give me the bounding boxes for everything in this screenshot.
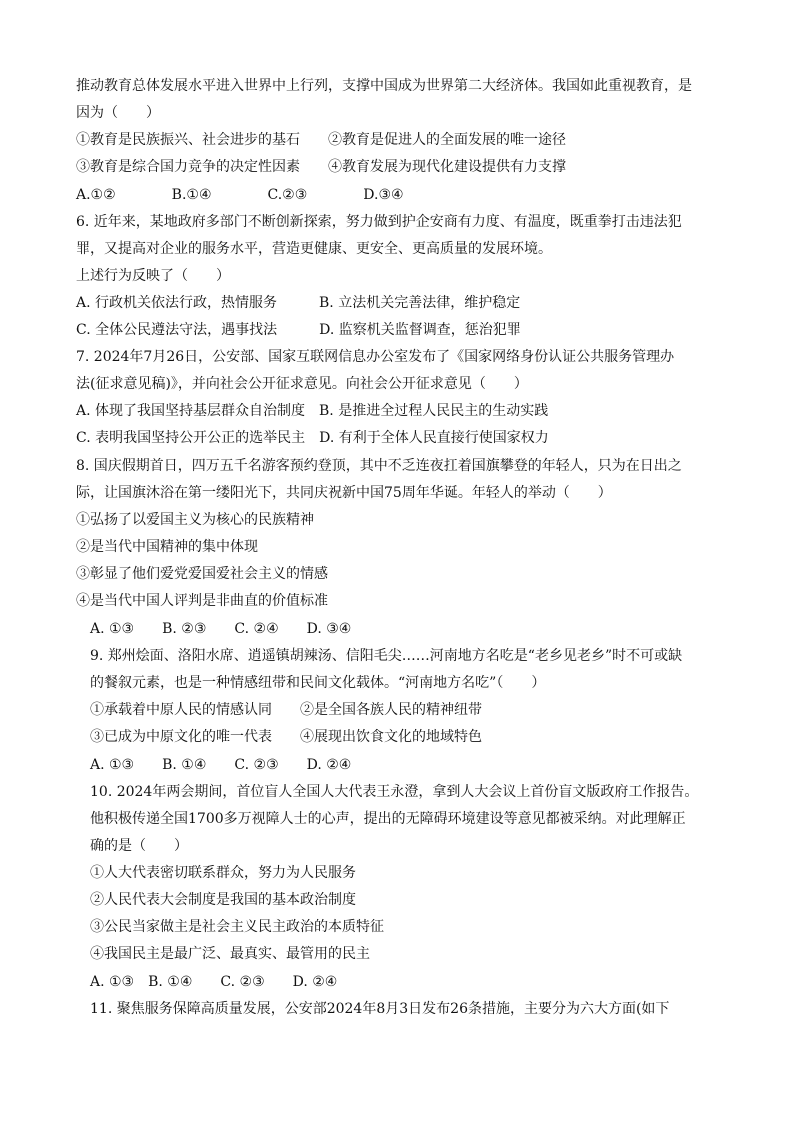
q8-statement-3: ③彰显了他们爱党爱国爱社会主义的情感 bbox=[76, 566, 328, 582]
q10-statement-2: ②人民代表大会制度是我国的基本政治制度 bbox=[90, 892, 356, 908]
q8-statement-4: ④是当代中国人评判是非曲直的价值标准 bbox=[76, 593, 328, 609]
q10-stem-line-3: 确的是（ ） bbox=[90, 838, 188, 854]
q9-statement-12: ①承载着中原人民的情感认同 ②是全国各族人民的精神纽带 bbox=[90, 702, 482, 718]
q8-options: A. ①③ B. ②③ C. ②④ D. ③④ bbox=[90, 621, 352, 637]
q8-stem-line-1: 8. 国庆假期首日，四万五千名游客预约登顶，其中不乏连夜扛着国旗攀登的年轻人，只为在日出之 bbox=[76, 458, 682, 474]
q10-statement-4: ④我国民主是最广泛、最真实、最管用的民主 bbox=[90, 946, 370, 962]
q8-statement-2: ②是当代中国精神的集中体现 bbox=[76, 539, 258, 555]
q10-stem-line-1: 10. 2024年两会期间，首位盲人全国人大代表王永澄，拿到人大会议上首份盲文版政府工作报告。 bbox=[90, 784, 699, 800]
q8-statement-1: ①弘扬了以爱国主义为核心的民族精神 bbox=[76, 512, 314, 528]
q5-stem-line-1: 推动教育总体发展水平进入世界中上行列，支撑中国成为世界第二大经济体。我国如此重视教育，是 bbox=[76, 78, 692, 94]
q6-stem-line-2: 罪，又提高对企业的服务水平，营造更健康、更安全、更高质量的发展环境。 bbox=[76, 241, 552, 257]
q10-options: A. ①③ B. ①④ C. ②③ D. ②④ bbox=[90, 974, 338, 990]
q9-stem-line-2: 的餐叙元素，也是一种情感纽带和民间文化载体。“河南地方名吃”（ ） bbox=[90, 675, 546, 691]
q5-stem-line-2: 因为（ ） bbox=[76, 105, 160, 121]
q6-options-ab: A. 行政机关依法行政，热情服务 B. 立法机关完善法律，维护稳定 bbox=[76, 295, 521, 311]
q9-statement-34: ③已成为中原文化的唯一代表 ④展现出饮食文化的地域特色 bbox=[90, 729, 482, 745]
q6-stem-line-3: 上述行为反映了（ ） bbox=[76, 268, 230, 284]
q9-stem-line-1: 9. 郑州烩面、洛阳水席、逍遥镇胡辣汤、信阳毛尖……河南地方名吃是“老乡见老乡”时不可或缺 bbox=[90, 648, 683, 664]
q8-stem-line-2: 际，让国旗沐浴在第一缕阳光下，共同庆祝新中国75周年华诞。年轻人的举动（ ） bbox=[76, 485, 612, 501]
q7-stem-line-2: 法(征求意见稿)》，并向社会公开征求意见。向社会公开征求意见（ ） bbox=[76, 376, 528, 392]
q6-options-cd: C. 全体公民遵法守法，遇事找法 D. 监察机关监督调查，惩治犯罪 bbox=[76, 322, 521, 338]
q6-stem-line-1: 6. 近年来，某地政府多部门不断创新探索，努力做到护企安商有力度、有温度，既重拳打击违法犯 bbox=[76, 214, 682, 230]
q10-statement-3: ③公民当家做主是社会主义民主政治的本质特征 bbox=[90, 919, 384, 935]
q9-options: A. ①③ B. ①④ C. ②③ D. ②④ bbox=[90, 757, 352, 773]
q10-stem-line-2: 他积极传递全国1700多万视障人士的心声，提出的无障碍环境建设等意见都被采纳。对此理解正 bbox=[90, 811, 686, 827]
q11-stem-line-1: 11. 聚焦服务保障高质量发展，公安部2024年8月3日发布26条措施，主要分为六大方面(如下 bbox=[90, 1001, 670, 1017]
q5-statement-12: ①教育是民族振兴、社会进步的基石 ②教育是促进人的全面发展的唯一途径 bbox=[76, 132, 566, 148]
q7-options-ab: A. 体现了我国坚持基层群众自治制度 B. 是推进全过程人民民主的生动实践 bbox=[76, 403, 549, 419]
q7-stem-line-1: 7. 2024年7月26日，公安部、国家互联网信息办公室发布了《国家网络身份认证公共服务管理办 bbox=[76, 349, 675, 365]
q5-options: A.①② B.①④ C.②③ D.③④ bbox=[76, 187, 404, 203]
q10-statement-1: ①人大代表密切联系群众，努力为人民服务 bbox=[90, 865, 356, 881]
q5-statement-34: ③教育是综合国力竞争的决定性因素 ④教育发展为现代化建设提供有力支撑 bbox=[76, 159, 566, 175]
q7-options-cd: C. 表明我国坚持公开公正的选举民主 D. 有利于全体人民直接行使国家权力 bbox=[76, 430, 549, 446]
